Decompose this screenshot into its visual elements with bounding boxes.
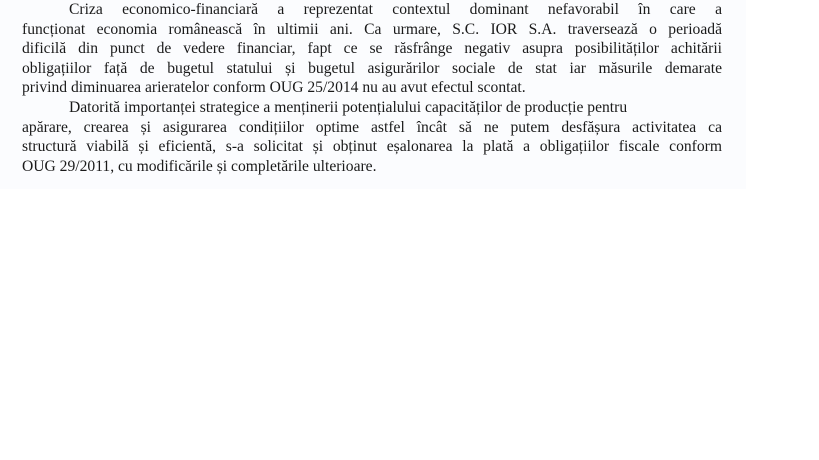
paragraph-line: obligațiilor față de bugetul statului și bugetul asigurărilor sociale de stat iar măsurile demarate xyxy=(22,59,722,77)
paragraph-line: OUG 29/2011, cu modificările și completările ulterioare. xyxy=(22,157,377,175)
paragraph-line: apărare, crearea și asigurarea condițiilor optime astfel încât să ne putem desfășura activitatea ca xyxy=(22,118,722,136)
paragraph-line: Datorită importanței strategice a menținerii potențialului capacităților de producție pentru xyxy=(69,98,628,116)
paragraph-line: structură viabilă și eficientă, s-a solicitat și obținut eșalonarea la plată a obligațiilor fiscale conform xyxy=(22,138,722,156)
paragraph-line: dificilă din punct de vedere financiar, fapt ce se răsfrânge negativ asupra posibilităților achitării xyxy=(22,40,722,58)
paragraph-1 xyxy=(22,0,722,98)
paragraph-line: Criza economico-financiară a reprezentat contextul dominant nefavorabil în care a xyxy=(69,1,722,18)
paragraph-2 xyxy=(22,98,722,176)
document-body xyxy=(22,0,722,176)
paragraph-line: privind diminuarea arieratelor conform OUG 25/2014 nu au avut efectul scontat. xyxy=(22,79,526,97)
paragraph-line: funcționat economia românească în ultimii ani. Ca urmare, S.C. IOR S.A. traversează o perioadă xyxy=(22,20,722,38)
